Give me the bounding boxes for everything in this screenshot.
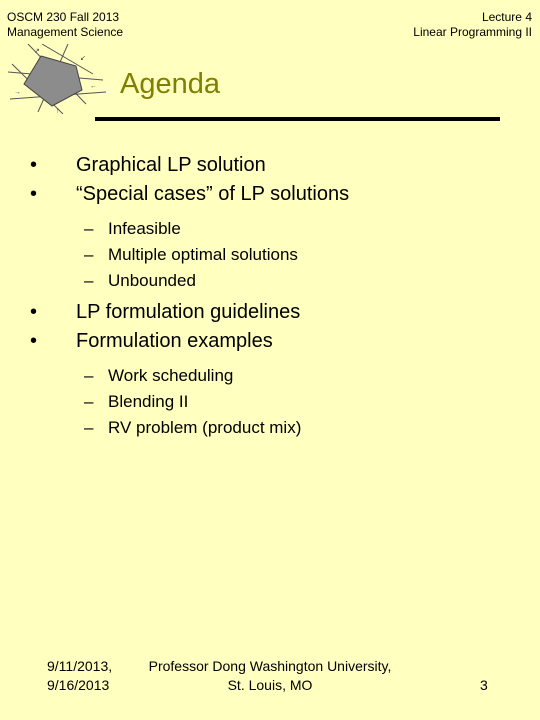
bullet-mark: • [30,301,38,323]
footer-date [47,657,112,695]
footer-presenter-line: Professor Dong Washington University, [148,658,392,674]
agenda-subitem [30,242,530,268]
dash-mark: – [84,219,94,238]
agenda-item [30,151,530,180]
course-code: OSCM 230 Fall 2013 [7,10,120,24]
agenda-sublist [30,363,530,441]
page-number: 3 [480,677,488,693]
dash-mark: – [84,245,94,264]
footer-date-line: 9/16/2013 [47,677,110,693]
agenda-subitem-text: Multiple optimal solutions [108,245,298,264]
agenda-subitem [30,268,530,294]
header-lecture-info [413,10,532,40]
lecture-topic: Linear Programming II [413,25,532,39]
agenda-subitem-text: Work scheduling [108,366,234,385]
dash-mark: – [84,392,94,411]
agenda-subitem [30,216,530,242]
agenda-item-text: Formulation examples [76,330,273,352]
title-underline [95,117,500,121]
agenda-item-text: Graphical LP solution [76,154,266,176]
bullet-mark: • [30,183,38,205]
footer-presenter-line: St. Louis, MO [227,677,313,693]
dash-mark: – [84,366,94,385]
agenda-subitem-text: RV problem (product mix) [108,418,302,437]
svg-text:↑: ↑ [56,108,60,114]
agenda-sublist [30,216,530,294]
dash-mark: – [84,271,94,290]
agenda-subitem [30,415,530,441]
agenda-subitem-text: Unbounded [108,271,196,290]
lp-feasible-region-icon [8,44,108,114]
footer-date-line: 9/11/2013, [47,658,113,674]
svg-text:↙: ↙ [80,55,86,62]
lecture-number: Lecture 4 [481,10,532,24]
bullet-mark: • [30,330,38,352]
dash-mark: – [84,418,94,437]
agenda-item-text: LP formulation guidelines [76,301,301,323]
svg-text:←: ← [90,83,97,90]
svg-text:↗: ↗ [34,48,40,55]
agenda-subitem [30,389,530,415]
agenda-item-text: “Special cases” of LP solutions [76,183,350,205]
agenda-item [30,180,530,209]
svg-text:→: → [14,89,21,96]
agenda-subitem-text: Blending II [108,392,189,411]
agenda-list [30,151,530,445]
agenda-subitem-text: Infeasible [108,219,181,238]
course-name: Management Science [7,25,124,39]
footer-presenter [140,657,400,695]
agenda-subitem [30,363,530,389]
slide-title: Agenda [120,68,220,100]
agenda-item [30,298,530,327]
bullet-mark: • [30,154,38,176]
agenda-item [30,327,530,356]
header-course-info [7,10,123,40]
